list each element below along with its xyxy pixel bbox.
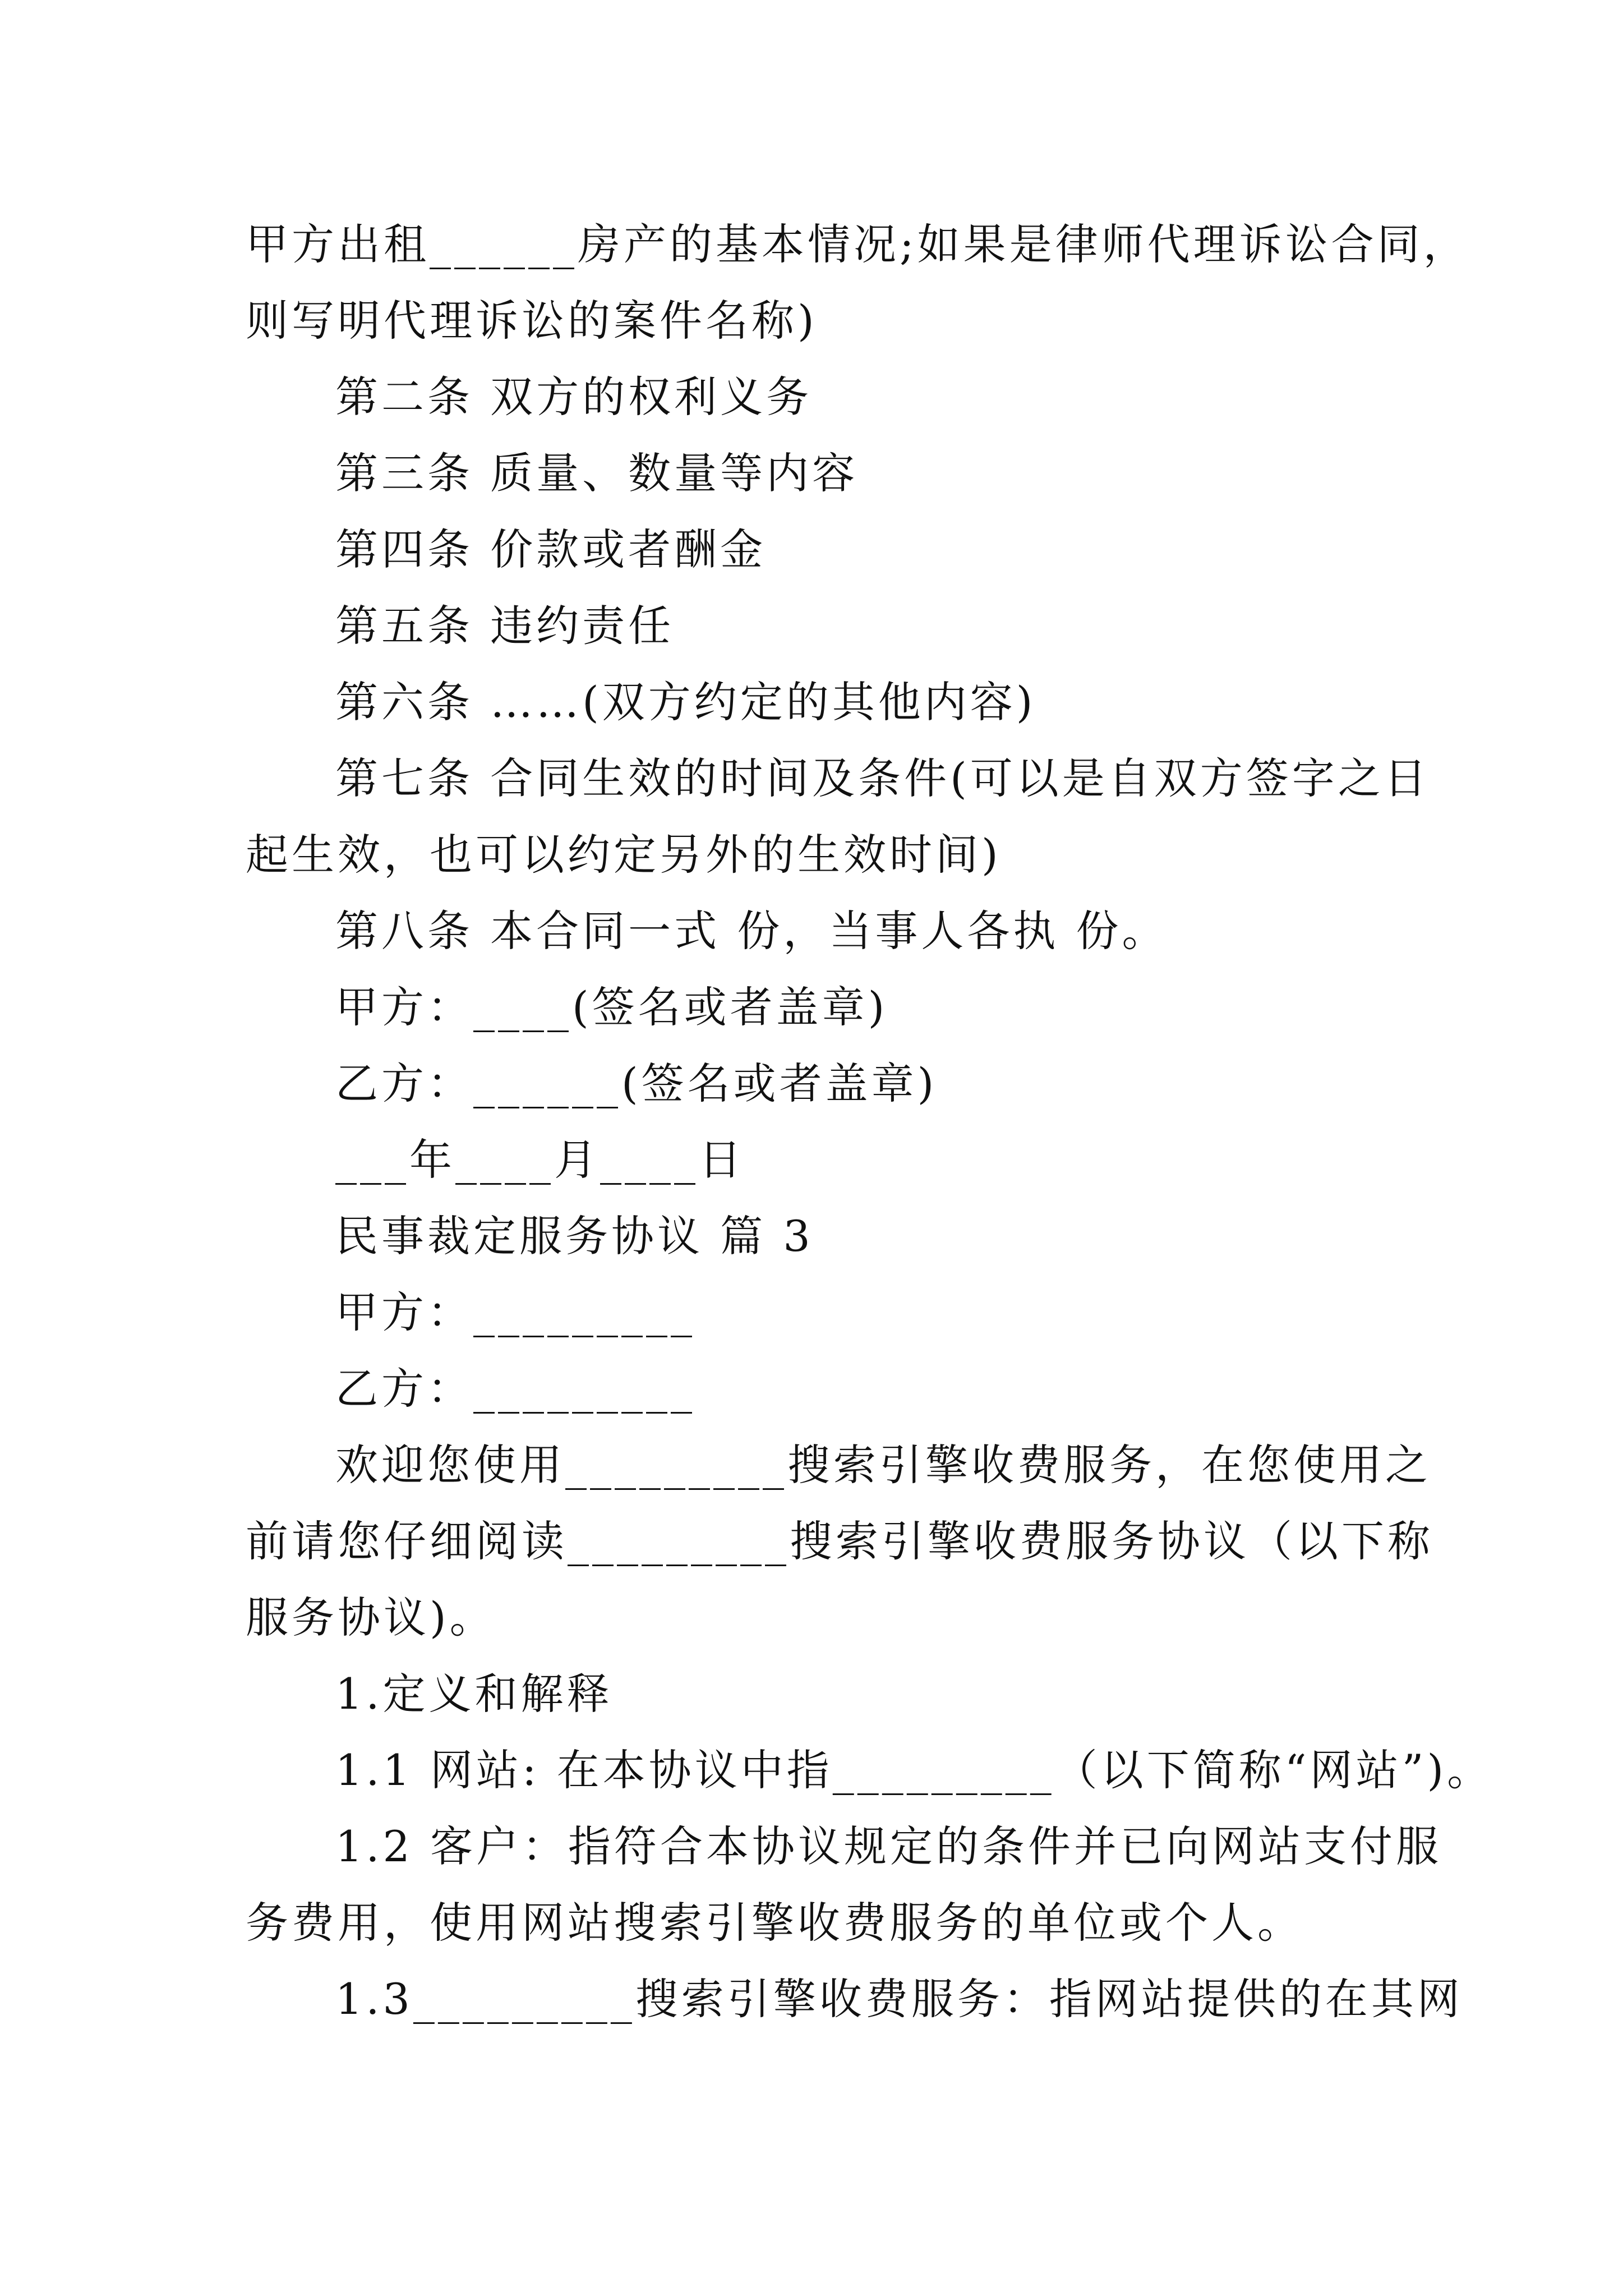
party-b-line: 乙方：_________ bbox=[335, 1364, 695, 1414]
text-line: 欢迎您使用_________搜索引擎收费服务，在您使用之 bbox=[335, 1440, 1431, 1490]
date-line: ___年____月____日 bbox=[335, 1135, 745, 1185]
clause-text: 1.2 客户：指符合本协议规定的条件并已向网站支付服 bbox=[335, 1821, 1442, 1871]
text-line: 起生效，也可以约定另外的生效时间) bbox=[246, 830, 1002, 880]
article-heading: 第五条 违约责任 bbox=[335, 601, 675, 651]
signature-line-party-a: 甲方：____(签名或者盖章) bbox=[335, 982, 888, 1032]
section-title: 民事裁定服务协议 篇 3 bbox=[335, 1211, 814, 1261]
article-heading: 第八条 本合同一式 份，当事人各执 份。 bbox=[335, 906, 1168, 956]
signature-line-party-b: 乙方：______(签名或者盖章) bbox=[335, 1059, 938, 1108]
text-line: 则写明代理诉讼的案件名称) bbox=[246, 296, 818, 346]
article-heading: 第六条 ……(双方约定的其他内容) bbox=[335, 677, 1036, 727]
article-heading: 第七条 合同生效的时间及条件(可以是自双方签字之日 bbox=[335, 753, 1430, 803]
clause-text: 1.1 网站: 在本协议中指_________（以下简称“网站”)。 bbox=[335, 1745, 1493, 1795]
text-line: 服务协议)。 bbox=[246, 1593, 496, 1642]
article-heading: 第三条 质量、数量等内容 bbox=[335, 448, 859, 498]
clause-text: 1.3_________搜索引擎收费服务：指网站提供的在其网 bbox=[335, 1974, 1463, 2024]
article-heading: 第二条 双方的权利义务 bbox=[335, 372, 813, 422]
text-line: 务费用，使用网站搜索引擎收费服务的单位或个人。 bbox=[246, 1898, 1303, 1948]
party-a-line: 甲方：_________ bbox=[335, 1287, 695, 1337]
text-line: 甲方出租______房产的基本情况;如果是律师代理诉讼合同， bbox=[246, 219, 1469, 269]
text-line: 前请您仔细阅读_________搜索引擎收费服务协议（以下称 bbox=[246, 1516, 1433, 1566]
clause-heading: 1.定义和解释 bbox=[335, 1669, 613, 1719]
article-heading: 第四条 价款或者酬金 bbox=[335, 524, 767, 574]
